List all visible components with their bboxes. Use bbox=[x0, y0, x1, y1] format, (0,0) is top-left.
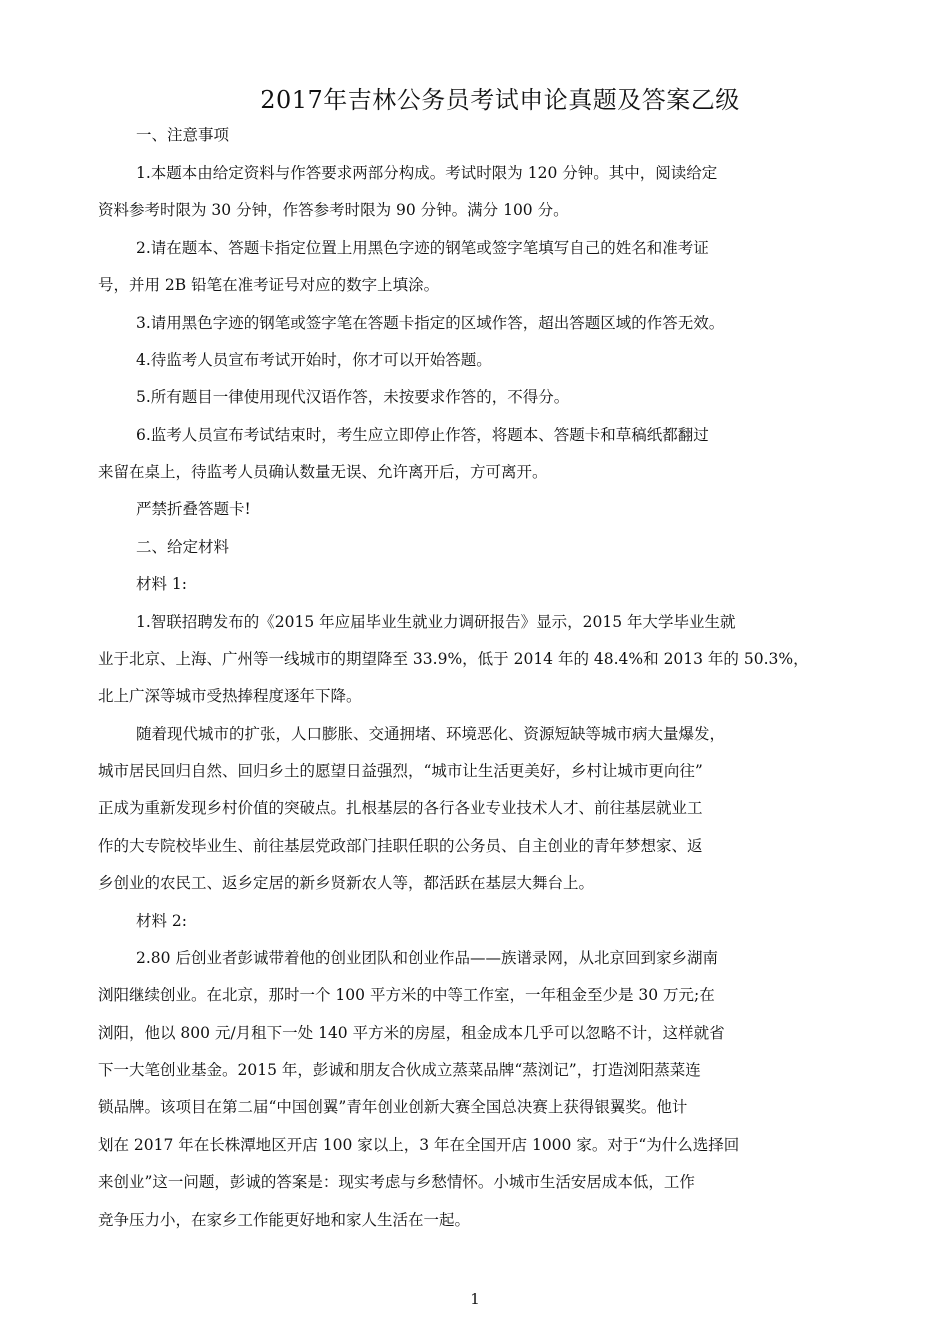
paragraph-line: 浏阳继续创业。在北京，那时一个 100 平方米的中等工作室，一年租金至少是 30 万元;在 bbox=[98, 986, 715, 1004]
section-heading: 一、注意事项 bbox=[136, 126, 230, 144]
paragraph-line: 下一大笔创业基金。2015 年，彭诚和朋友合伙成立蒸菜品牌“蒸浏记”，打造浏阳蒸菜连 bbox=[98, 1061, 701, 1079]
document-title: 2017年吉林公务员考试申论真题及答案乙级 bbox=[260, 86, 740, 114]
paragraph-line: 乡创业的农民工、返乡定居的新乡贤新农人等，都活跃在基层大舞台上。 bbox=[98, 874, 595, 892]
paragraph-line: 来创业”这一问题，彭诚的答案是：现实考虑与乡愁情怀。小城市生活安居成本低，工作 bbox=[98, 1173, 695, 1191]
page-number: 1 bbox=[470, 1290, 480, 1308]
paragraph-line: 号，并用 2B 铅笔在准考证号对应的数字上填涂。 bbox=[98, 276, 440, 294]
paragraph-line: 1.智联招聘发布的《2015 年应届毕业生就业力调研报告》显示，2015 年大学毕业生就 bbox=[136, 613, 736, 631]
section-heading: 二、给定材料 bbox=[136, 538, 230, 556]
paragraph-line: 作的大专院校毕业生、前往基层党政部门挂职任职的公务员、自主创业的青年梦想家、返 bbox=[98, 837, 703, 855]
paragraph-line: 1.本题本由给定资料与作答要求两部分构成。考试时限为 120 分钟。其中，阅读给定 bbox=[136, 164, 718, 182]
paragraph-line: 业于北京、上海、广州等一线城市的期望降至 33.9%，低于 2014 年的 48.4%和 2013 年的 50.3%， bbox=[98, 650, 809, 668]
material-heading: 材料 2: bbox=[136, 912, 188, 930]
paragraph-line: 6.监考人员宣布考试结束时，考生应立即停止作答，将题本、答题卡和草稿纸都翻过 bbox=[136, 426, 709, 444]
paragraph-line: 3.请用黑色字迹的钢笔或签字笔在答题卡指定的区域作答，超出答题区域的作答无效。 bbox=[136, 314, 725, 332]
paragraph-line: 2.80 后创业者彭诚带着他的创业团队和创业作品——族谱录网，从北京回到家乡湖南 bbox=[136, 949, 718, 967]
paragraph-line: 北上广深等城市受热捧程度逐年下降。 bbox=[98, 687, 362, 705]
material-heading: 材料 1: bbox=[136, 575, 188, 593]
paragraph-line: 资料参考时限为 30 分钟，作答参考时限为 90 分钟。满分 100 分。 bbox=[98, 201, 569, 219]
paragraph-line: 竞争压力小，在家乡工作能更好地和家人生活在一起。 bbox=[98, 1211, 471, 1229]
paragraph-line: 城市居民回归自然、回归乡土的愿望日益强烈，“城市让生活更美好，乡村让城市更向往” bbox=[98, 762, 703, 780]
paragraph-line: 正成为重新发现乡村价值的突破点。扎根基层的各行各业专业技术人才、前往基层就业工 bbox=[98, 799, 703, 817]
paragraph-line: 来留在桌上，待监考人员确认数量无误、允许离开后，方可离开。 bbox=[98, 463, 548, 481]
paragraph-line: 锁品牌。该项目在第二届“中国创翼”青年创业创新大赛全国总决赛上获得银翼奖。他计 bbox=[98, 1098, 688, 1116]
paragraph-line: 严禁折叠答题卡! bbox=[136, 500, 251, 518]
paragraph-line: 4.待监考人员宣布考试开始时，你才可以开始答题。 bbox=[136, 351, 492, 369]
paragraph-line: 浏阳，他以 800 元/月租下一处 140 平方米的房屋，租金成本几乎可以忽略不计，这样就省 bbox=[98, 1024, 725, 1042]
paragraph-line: 2.请在题本、答题卡指定位置上用黑色字迹的钢笔或签字笔填写自己的姓名和准考证 bbox=[136, 239, 709, 257]
paragraph-line: 划在 2017 年在长株潭地区开店 100 家以上，3 年在全国开店 1000 家。对于“为什么选择回 bbox=[98, 1136, 740, 1154]
paragraph-line: 随着现代城市的扩张，人口膨胀、交通拥堵、环境恶化、资源短缺等城市病大量爆发， bbox=[136, 725, 726, 743]
paragraph-line: 5.所有题目一律使用现代汉语作答，未按要求作答的，不得分。 bbox=[136, 388, 570, 406]
